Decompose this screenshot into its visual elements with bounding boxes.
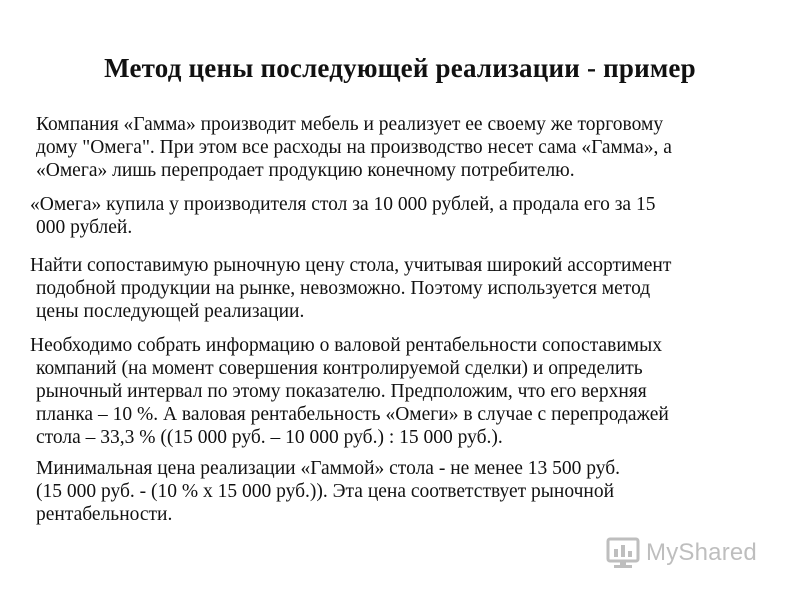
paragraph-company-gamma [36, 113, 672, 182]
myshared-watermark [606, 536, 757, 570]
text-line: планка – 10 %. А валовая рентабельность «Омеги» в случае с перепродажей [36, 404, 669, 425]
watermark-text: MyShared [646, 539, 757, 566]
paragraph-gross-margin [30, 334, 669, 449]
text-line: подобной продукции на рынке, невозможно. Поэтому используется метод [36, 278, 651, 299]
text-line: стола – 33,3 % ((15 000 руб. – 10 000 руб.) : 15 000 руб.). [36, 427, 503, 448]
paragraph-minimum-price [36, 457, 620, 526]
slide-title: Метод цены последующей реализации - пример [104, 53, 696, 83]
text-line: «Омега» лишь перепродает продукцию конечному потребителю. [36, 160, 575, 181]
text-line: компаний (на момент совершения контролируемой сделки) и определить [36, 358, 643, 379]
text-line: «Омега» купила у производителя стол за 10 000 рублей, а продала его за 15 [30, 194, 656, 215]
text-line: цены последующей реализации. [36, 301, 305, 322]
text-line: рентабельности. [36, 504, 173, 525]
text-line: дому "Омега". При этом все расходы на производство несет сама «Гамма», а [36, 137, 672, 158]
text-line: 000 рублей. [36, 217, 133, 238]
paragraph-omega-purchase [30, 193, 655, 239]
text-line: Минимальная цена реализации «Гаммой» стола - не менее 13 500 руб. [36, 458, 621, 479]
text-line: рыночный интервал по этому показателю. Предположим, что его верхняя [36, 381, 647, 402]
text-line: Компания «Гамма» производит мебель и реализует ее своему же торговому [36, 114, 664, 135]
text-line: Необходимо собрать информацию о валовой рентабельности сопоставимых [30, 335, 662, 356]
text-line: Найти сопоставимую рыночную цену стола, учитывая широкий ассортимент [30, 255, 672, 276]
paragraph-market-price [30, 254, 671, 323]
myshared-logo-icon [606, 536, 640, 570]
text-line: (15 000 руб. - (10 % х 15 000 руб.)). Эта цена соответствует рыночной [36, 481, 615, 502]
